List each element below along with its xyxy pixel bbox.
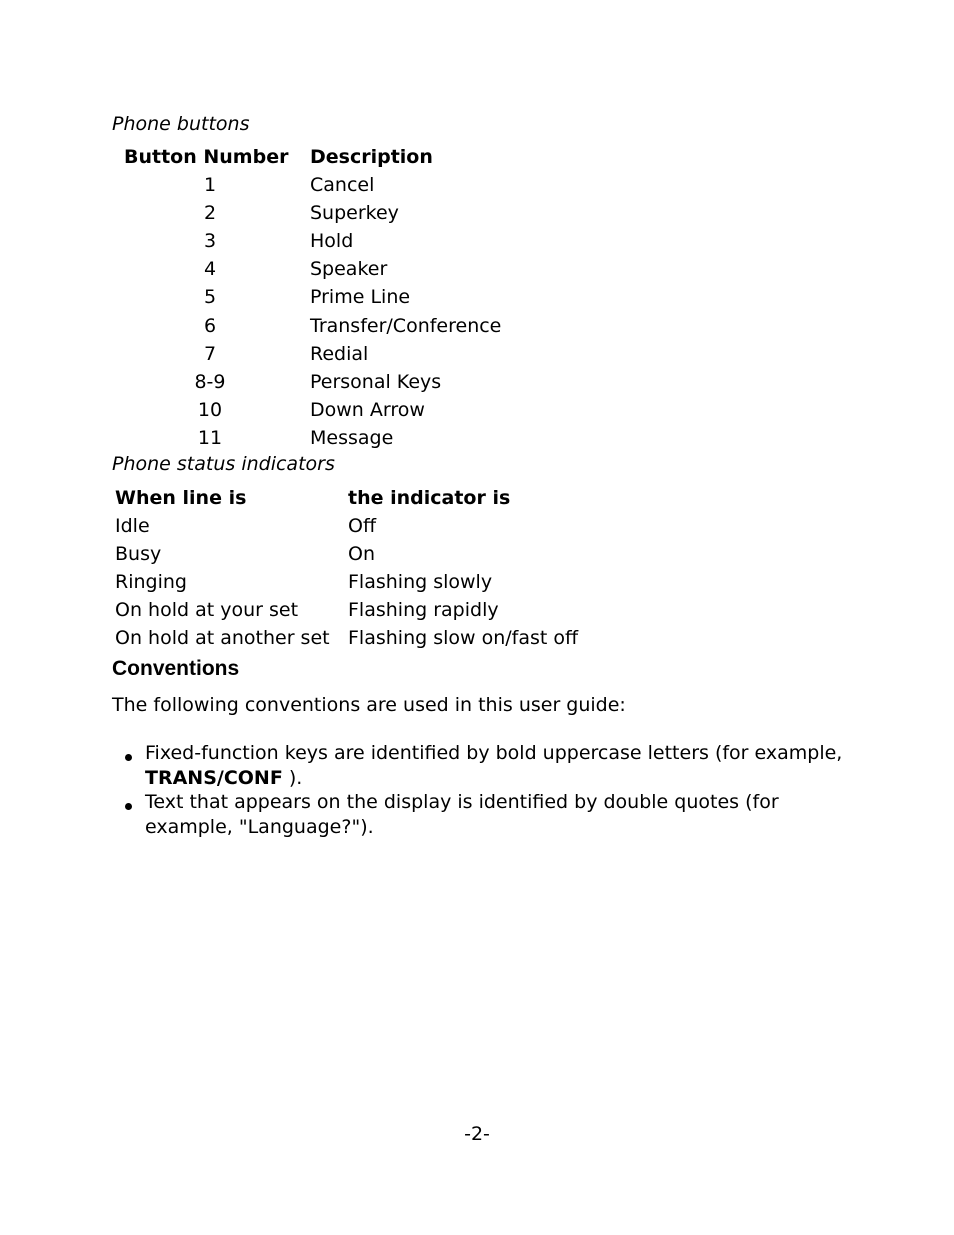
button-number: 5 bbox=[203, 286, 217, 308]
status-table-header-indicator: the indicator is bbox=[348, 487, 511, 509]
bullet-text bbox=[145, 790, 865, 840]
button-number: 4 bbox=[203, 258, 217, 280]
button-number: 8-9 bbox=[194, 371, 226, 393]
conventions-heading: Conventions bbox=[112, 657, 240, 680]
indicator-state: On bbox=[348, 543, 375, 565]
indicator-state: Flashing slow on/fast off bbox=[348, 627, 579, 649]
bullet-text bbox=[145, 741, 865, 791]
line-state: On hold at another set bbox=[115, 627, 330, 649]
status-table-header-line: When line is bbox=[115, 487, 247, 509]
section-title-phone-status-indicators: Phone status indicators bbox=[112, 453, 335, 475]
conventions-intro: The following conventions are used in this user guide: bbox=[112, 694, 626, 716]
indicator-state: Off bbox=[348, 515, 377, 537]
button-description: Down Arrow bbox=[310, 399, 425, 421]
bullet-text-body: Text that appears on the display is identified by double quotes (for example, "Language?"). bbox=[145, 791, 779, 838]
button-description: Speaker bbox=[310, 258, 388, 280]
button-description: Hold bbox=[310, 230, 354, 252]
button-number: 3 bbox=[203, 230, 217, 252]
button-number: 11 bbox=[197, 427, 223, 449]
line-state: On hold at your set bbox=[115, 599, 299, 621]
indicator-state: Flashing rapidly bbox=[348, 599, 499, 621]
button-number: 2 bbox=[203, 202, 217, 224]
buttons-table-header-description: Description bbox=[310, 146, 433, 168]
line-state: Idle bbox=[115, 515, 150, 537]
bullet-icon bbox=[125, 803, 132, 810]
line-state: Busy bbox=[115, 543, 162, 565]
bullet-icon bbox=[125, 754, 132, 761]
button-description: Redial bbox=[310, 343, 369, 365]
button-description: Cancel bbox=[310, 174, 375, 196]
button-description: Transfer/Conference bbox=[310, 315, 502, 337]
buttons-table-header-number: Button Number bbox=[124, 146, 289, 168]
button-number: 7 bbox=[203, 343, 217, 365]
bullet-text-tail: ). bbox=[282, 767, 303, 789]
button-description: Prime Line bbox=[310, 286, 411, 308]
bullet-text-body: Fixed-function keys are identified by bold uppercase letters (for example, bbox=[145, 742, 843, 764]
button-number: 10 bbox=[197, 399, 223, 421]
line-state: Ringing bbox=[115, 571, 187, 593]
button-number: 1 bbox=[203, 174, 217, 196]
section-title-phone-buttons: Phone buttons bbox=[112, 113, 250, 135]
button-number: 6 bbox=[203, 315, 217, 337]
key-name: TRANS/CONF bbox=[145, 767, 283, 789]
button-description: Personal Keys bbox=[310, 371, 442, 393]
button-description: Message bbox=[310, 427, 394, 449]
button-description: Superkey bbox=[310, 202, 399, 224]
indicator-state: Flashing slowly bbox=[348, 571, 493, 593]
page-number: -2- bbox=[464, 1123, 490, 1145]
